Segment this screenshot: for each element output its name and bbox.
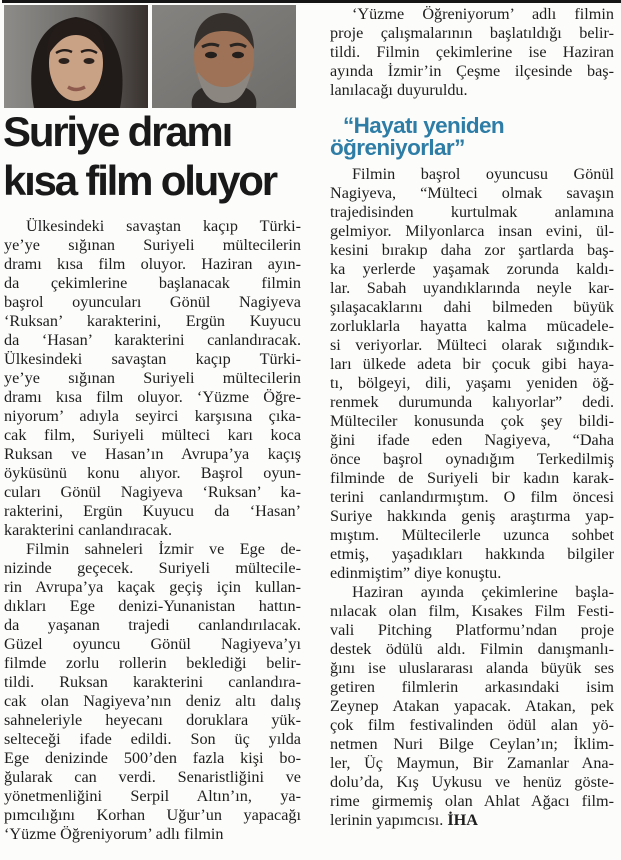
text-line: nizinde geçecek. Suriyeli mültecile- bbox=[4, 559, 301, 577]
text-line: tildi. Filmin çekimlerine ise Haziran bbox=[330, 43, 614, 61]
article-paragraph bbox=[330, 5, 614, 100]
text-line: önce başrol oynadığım Terkedilmiş bbox=[330, 450, 614, 468]
text-line: Ruksan ve Hasan’ın Avrupa’ya kaçış bbox=[4, 445, 301, 463]
text-line: tildi. Ruksan karakterini canlandıra- bbox=[4, 673, 301, 691]
woman-portrait-photo bbox=[4, 5, 148, 108]
text-line: pımcılığını Korhan Uğur’un yapacağı bbox=[4, 806, 301, 824]
text-line: Ege denizinde 500’den fazla kişi bo- bbox=[4, 749, 301, 767]
text-line: ka yerlerde yaşamak zorunda kaldı- bbox=[330, 260, 614, 278]
text-line: vali Pitching Platformu’ndan proje bbox=[330, 621, 614, 639]
text-line: destek ödülü aldı. Filmin danışmanlı- bbox=[330, 640, 614, 658]
text-line: etmiş, yaşadıkları hakkında bilgiler bbox=[330, 545, 614, 563]
text-line: çok film festivalinden ödül alan yö- bbox=[330, 716, 614, 734]
right-column-body bbox=[330, 165, 614, 830]
article-photos bbox=[4, 5, 296, 108]
text-line: sahneleriyle heyecanı doruklara yük- bbox=[4, 711, 301, 729]
text-line: lanılacağı duyuruldu. bbox=[330, 81, 468, 99]
text-line: da yaşanan trajedi canlandırılacak. bbox=[4, 616, 301, 634]
text-line: rakterini, Ergün Kuyucu da ‘Hasan’ bbox=[4, 502, 301, 520]
text-line: Filmin sahneleri İzmir ve Ege de- bbox=[26, 540, 301, 558]
text-line: ‘Yüzme Öğreniyorum’ adlı filmin bbox=[352, 5, 614, 23]
text-line: si veriyorlar. Mülteci olarak sığındık- bbox=[330, 336, 614, 354]
text-line: edinmiştim” diye konuştu. bbox=[330, 564, 502, 582]
text-line: tı, bölgeyi, dili, yaşamı yeniden öğ- bbox=[330, 374, 614, 392]
text-line: ları ülkede adeta bir çocuk gibi haya- bbox=[330, 355, 614, 373]
text-line: cak film, Suriyeli mülteci karı koca bbox=[4, 426, 301, 444]
text-line: şılaşacaklarını dahi bilmeden büyük bbox=[330, 298, 614, 316]
text-line: da ‘Hasan’ karakterini canlandıracak. bbox=[4, 331, 301, 349]
subheading-line-1: “Hayatı yeniden bbox=[343, 113, 505, 138]
text-line: cak olan Nagiyeva’nın deniz altı dalış bbox=[4, 692, 301, 710]
text-line: Zeynep Atakan yapacak. Atakan, pek bbox=[330, 697, 614, 715]
text-line: netmen Nuri Bilge Ceylan’ın; İklim- bbox=[330, 735, 614, 753]
text-line: rime girmemiş olan Ahlat Ağacı film- bbox=[330, 792, 614, 810]
text-line: terini canlandırmıştım. O film öncesi bbox=[330, 488, 614, 506]
man-with-beard-portrait-photo bbox=[152, 5, 296, 108]
text-line: ğını ise uluslararası alanda büyük ses bbox=[330, 659, 614, 677]
text-line: ayında İzmir’in Çeşme ilçesinde baş- bbox=[330, 62, 614, 80]
text-line: selteceği ifade edildi. Son üç yılda bbox=[4, 730, 301, 748]
text-line: kesini bırakıp daha zor şartlarda baş- bbox=[330, 241, 614, 259]
text-line: getiren filmlerin arkasındaki isim bbox=[330, 678, 614, 696]
top-divider bbox=[2, 0, 621, 3]
text-line: ‘Ruksan’ karakterini, Ergün Kuyucu bbox=[4, 312, 301, 330]
text-line: ğini ifade eden Nagiyeva, “Daha bbox=[330, 431, 614, 449]
text-line: Ülkesindeki savaştan kaçıp Türki- bbox=[4, 350, 301, 368]
text-line: Ülkesindeki savaştan kaçıp Türki- bbox=[26, 217, 301, 235]
subheading bbox=[330, 115, 614, 158]
text-line: filminde de Suriyeli bir kadın karak- bbox=[330, 469, 614, 487]
text-line: trajedisinden kurtulmak anlamına bbox=[330, 203, 614, 221]
text-line: filmde zorlu rollerin beklediği belir- bbox=[4, 654, 301, 672]
text-line: gelmiyor. Milyonlarca insan evini, ül- bbox=[330, 222, 614, 240]
headline bbox=[3, 107, 309, 205]
text-line: proje çalışmalarının başlatıldığı belir- bbox=[330, 24, 614, 42]
text-line: niyorum’ adıyla seyirci karşısına çıka- bbox=[4, 407, 301, 425]
text-line: renmek durumunda kalıyorlar” dedi. bbox=[330, 393, 614, 411]
article-paragraph bbox=[4, 540, 301, 844]
text-line: Suriye hakkında geniş araştırma yap- bbox=[330, 507, 614, 525]
text-line: ğularak can verdi. Senaristliğini ve bbox=[4, 768, 301, 786]
text-line: Mülteciler konusunda çok şey bildi- bbox=[330, 412, 614, 430]
text-line: dramı kısa film oluyor. Haziran ayın- bbox=[4, 255, 301, 273]
text-line: Güzel oyuncu Gönül Nagiyeva’yı bbox=[4, 635, 301, 653]
text-line: lerinin yapımcısı. İHA bbox=[330, 811, 478, 829]
article-paragraph bbox=[4, 217, 301, 540]
subheading-line-2: öğreniyorlar” bbox=[330, 134, 465, 160]
text-line: zorluklarla hayatta kalma mücadele- bbox=[330, 317, 614, 335]
headline-line-2: kısa film oluyor bbox=[3, 157, 276, 204]
text-line: karakterini canlandıracak. bbox=[4, 521, 173, 539]
text-line: yönetmenliğini Serpil Altın’ın, ya- bbox=[4, 787, 301, 805]
text-line: rin Avrupa’ya kaçak geçiş için kullan- bbox=[4, 578, 301, 596]
text-line: Filmin başrol oyuncusu Gönül bbox=[352, 165, 614, 183]
text-line: lar. Sabah uyandıklarında neyle kar- bbox=[330, 279, 614, 297]
text-line: cuları Gönül Nagiyeva ‘Ruksan’ ka- bbox=[4, 483, 301, 501]
headline-line-1: Suriye dramı bbox=[3, 108, 232, 155]
text-line: Nagiyeva, “Mülteci olmak savaşın bbox=[330, 184, 614, 202]
text-line: öyküsünü konu alıyor. Başrol oyun- bbox=[4, 464, 301, 482]
text-line: dıkları Ege denizi-Yunanistan hattın- bbox=[4, 597, 301, 615]
text-line: Haziran ayında çekimlerine başla- bbox=[352, 583, 614, 601]
text-line: ye’ye sığınan Suriyeli mültecilerin bbox=[4, 369, 301, 387]
right-column-intro bbox=[330, 5, 614, 100]
text-line: ‘Yüzme Öğreniyorum’ adlı filmin bbox=[4, 825, 224, 843]
text-line: dramı kısa film oluyor. ‘Yüzme Öğre- bbox=[4, 388, 301, 406]
text-line: mıştım. Mültecilerle uzunca sohbet bbox=[330, 526, 614, 544]
article-paragraph bbox=[330, 165, 614, 583]
text-line: ye’ye sığınan Suriyeli mültecilerin bbox=[4, 236, 301, 254]
left-column bbox=[4, 217, 301, 844]
text-line: başrol oyuncuları Gönül Nagiyeva bbox=[4, 293, 301, 311]
text-line: nılacak olan film, Kısakes Film Festi- bbox=[330, 602, 614, 620]
text-line: ler, Üç Maymun, Bir Zamanlar Ana- bbox=[330, 754, 614, 772]
right-column bbox=[330, 5, 614, 830]
article-paragraph bbox=[330, 583, 614, 830]
text-line: da çekimlerine başlanacak filmin bbox=[4, 274, 301, 292]
text-line: dolu’da, Kış Uykusu ve henüz göste- bbox=[330, 773, 614, 791]
